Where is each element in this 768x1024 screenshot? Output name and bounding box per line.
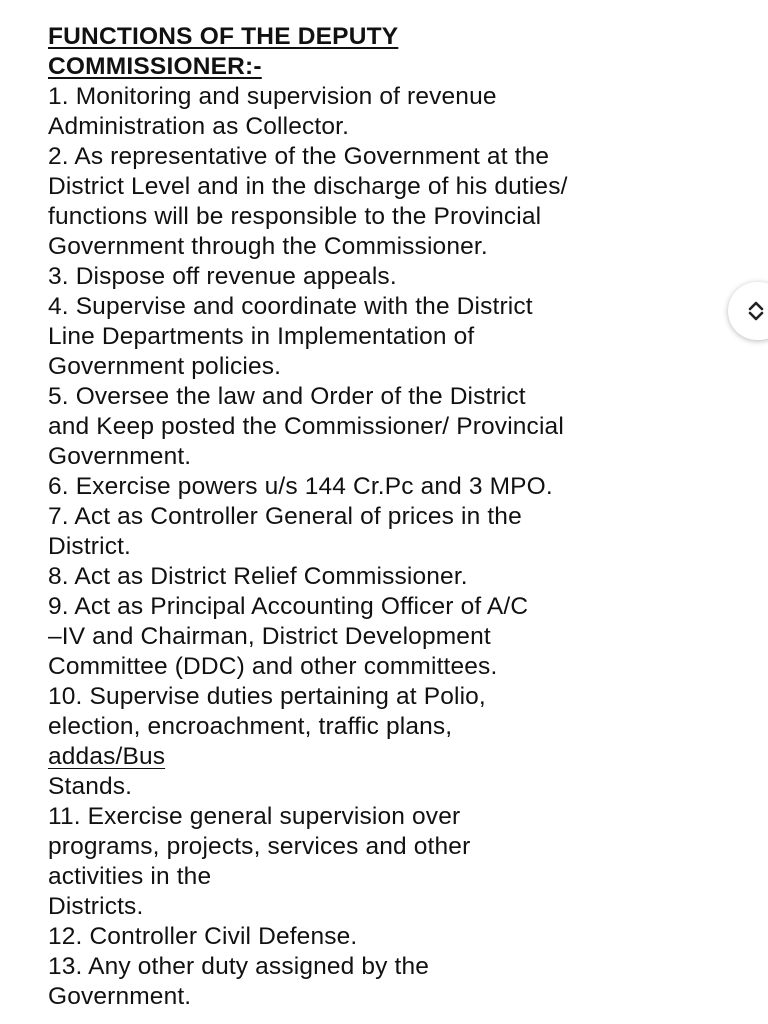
text-line: Administration as Collector. xyxy=(48,113,350,140)
text-line-underlined: addas/Bus xyxy=(48,743,166,770)
text-line: 1. Monitoring and supervision of revenue xyxy=(48,83,497,110)
text-line: and Keep posted the Commissioner/ Provincial xyxy=(48,413,564,440)
up-down-arrows-icon xyxy=(748,301,764,321)
text-line: 6. Exercise powers u/s 144 Cr.Pc and 3 MPO. xyxy=(48,473,553,500)
text-line: 3. Dispose off revenue appeals. xyxy=(48,263,397,290)
text-line: Line Departments in Implementation of xyxy=(48,323,475,350)
text-line: 12. Controller Civil Defense. xyxy=(48,923,358,950)
text-line: Government through the Commissioner. xyxy=(48,233,488,260)
text-line xyxy=(48,742,728,772)
scroll-handle[interactable] xyxy=(728,282,768,340)
text-line: election, encroachment, traffic plans, xyxy=(48,713,453,740)
text-line: District. xyxy=(48,533,132,560)
text-line: Districts. xyxy=(48,893,144,920)
text-line: Committee (DDC) and other committees. xyxy=(48,653,498,680)
text-line: Stands. xyxy=(48,773,133,800)
text-line: Government. xyxy=(48,983,192,1010)
text-line: Government. xyxy=(48,443,192,470)
text-line: 4. Supervise and coordinate with the District xyxy=(48,293,533,320)
text-line: Government policies. xyxy=(48,353,282,380)
text-line: 2. As representative of the Government at the xyxy=(48,143,550,170)
text-line: 11. Exercise general supervision over xyxy=(48,803,461,830)
text-line: functions will be responsible to the Provincial xyxy=(48,203,542,230)
text-line: 8. Act as District Relief Commissioner. xyxy=(48,563,468,590)
text-line: 7. Act as Controller General of prices in the xyxy=(48,503,522,530)
text-line: 10. Supervise duties pertaining at Polio, xyxy=(48,683,486,710)
text-line: 13. Any other duty assigned by the xyxy=(48,953,430,980)
text-line: District Level and in the discharge of his duties/ xyxy=(48,173,568,200)
text-line: –IV and Chairman, District Development xyxy=(48,623,491,650)
page-title-line-1: FUNCTIONS OF THE DEPUTY xyxy=(48,23,399,50)
document-body xyxy=(48,22,728,1012)
text-line: activities in the xyxy=(48,863,212,890)
page-title-line-2: COMMISSIONER:- xyxy=(48,53,262,80)
text-line: 9. Act as Principal Accounting Officer of A/C xyxy=(48,593,529,620)
text-line: programs, projects, services and other xyxy=(48,833,471,860)
text-line: 5. Oversee the law and Order of the District xyxy=(48,383,526,410)
